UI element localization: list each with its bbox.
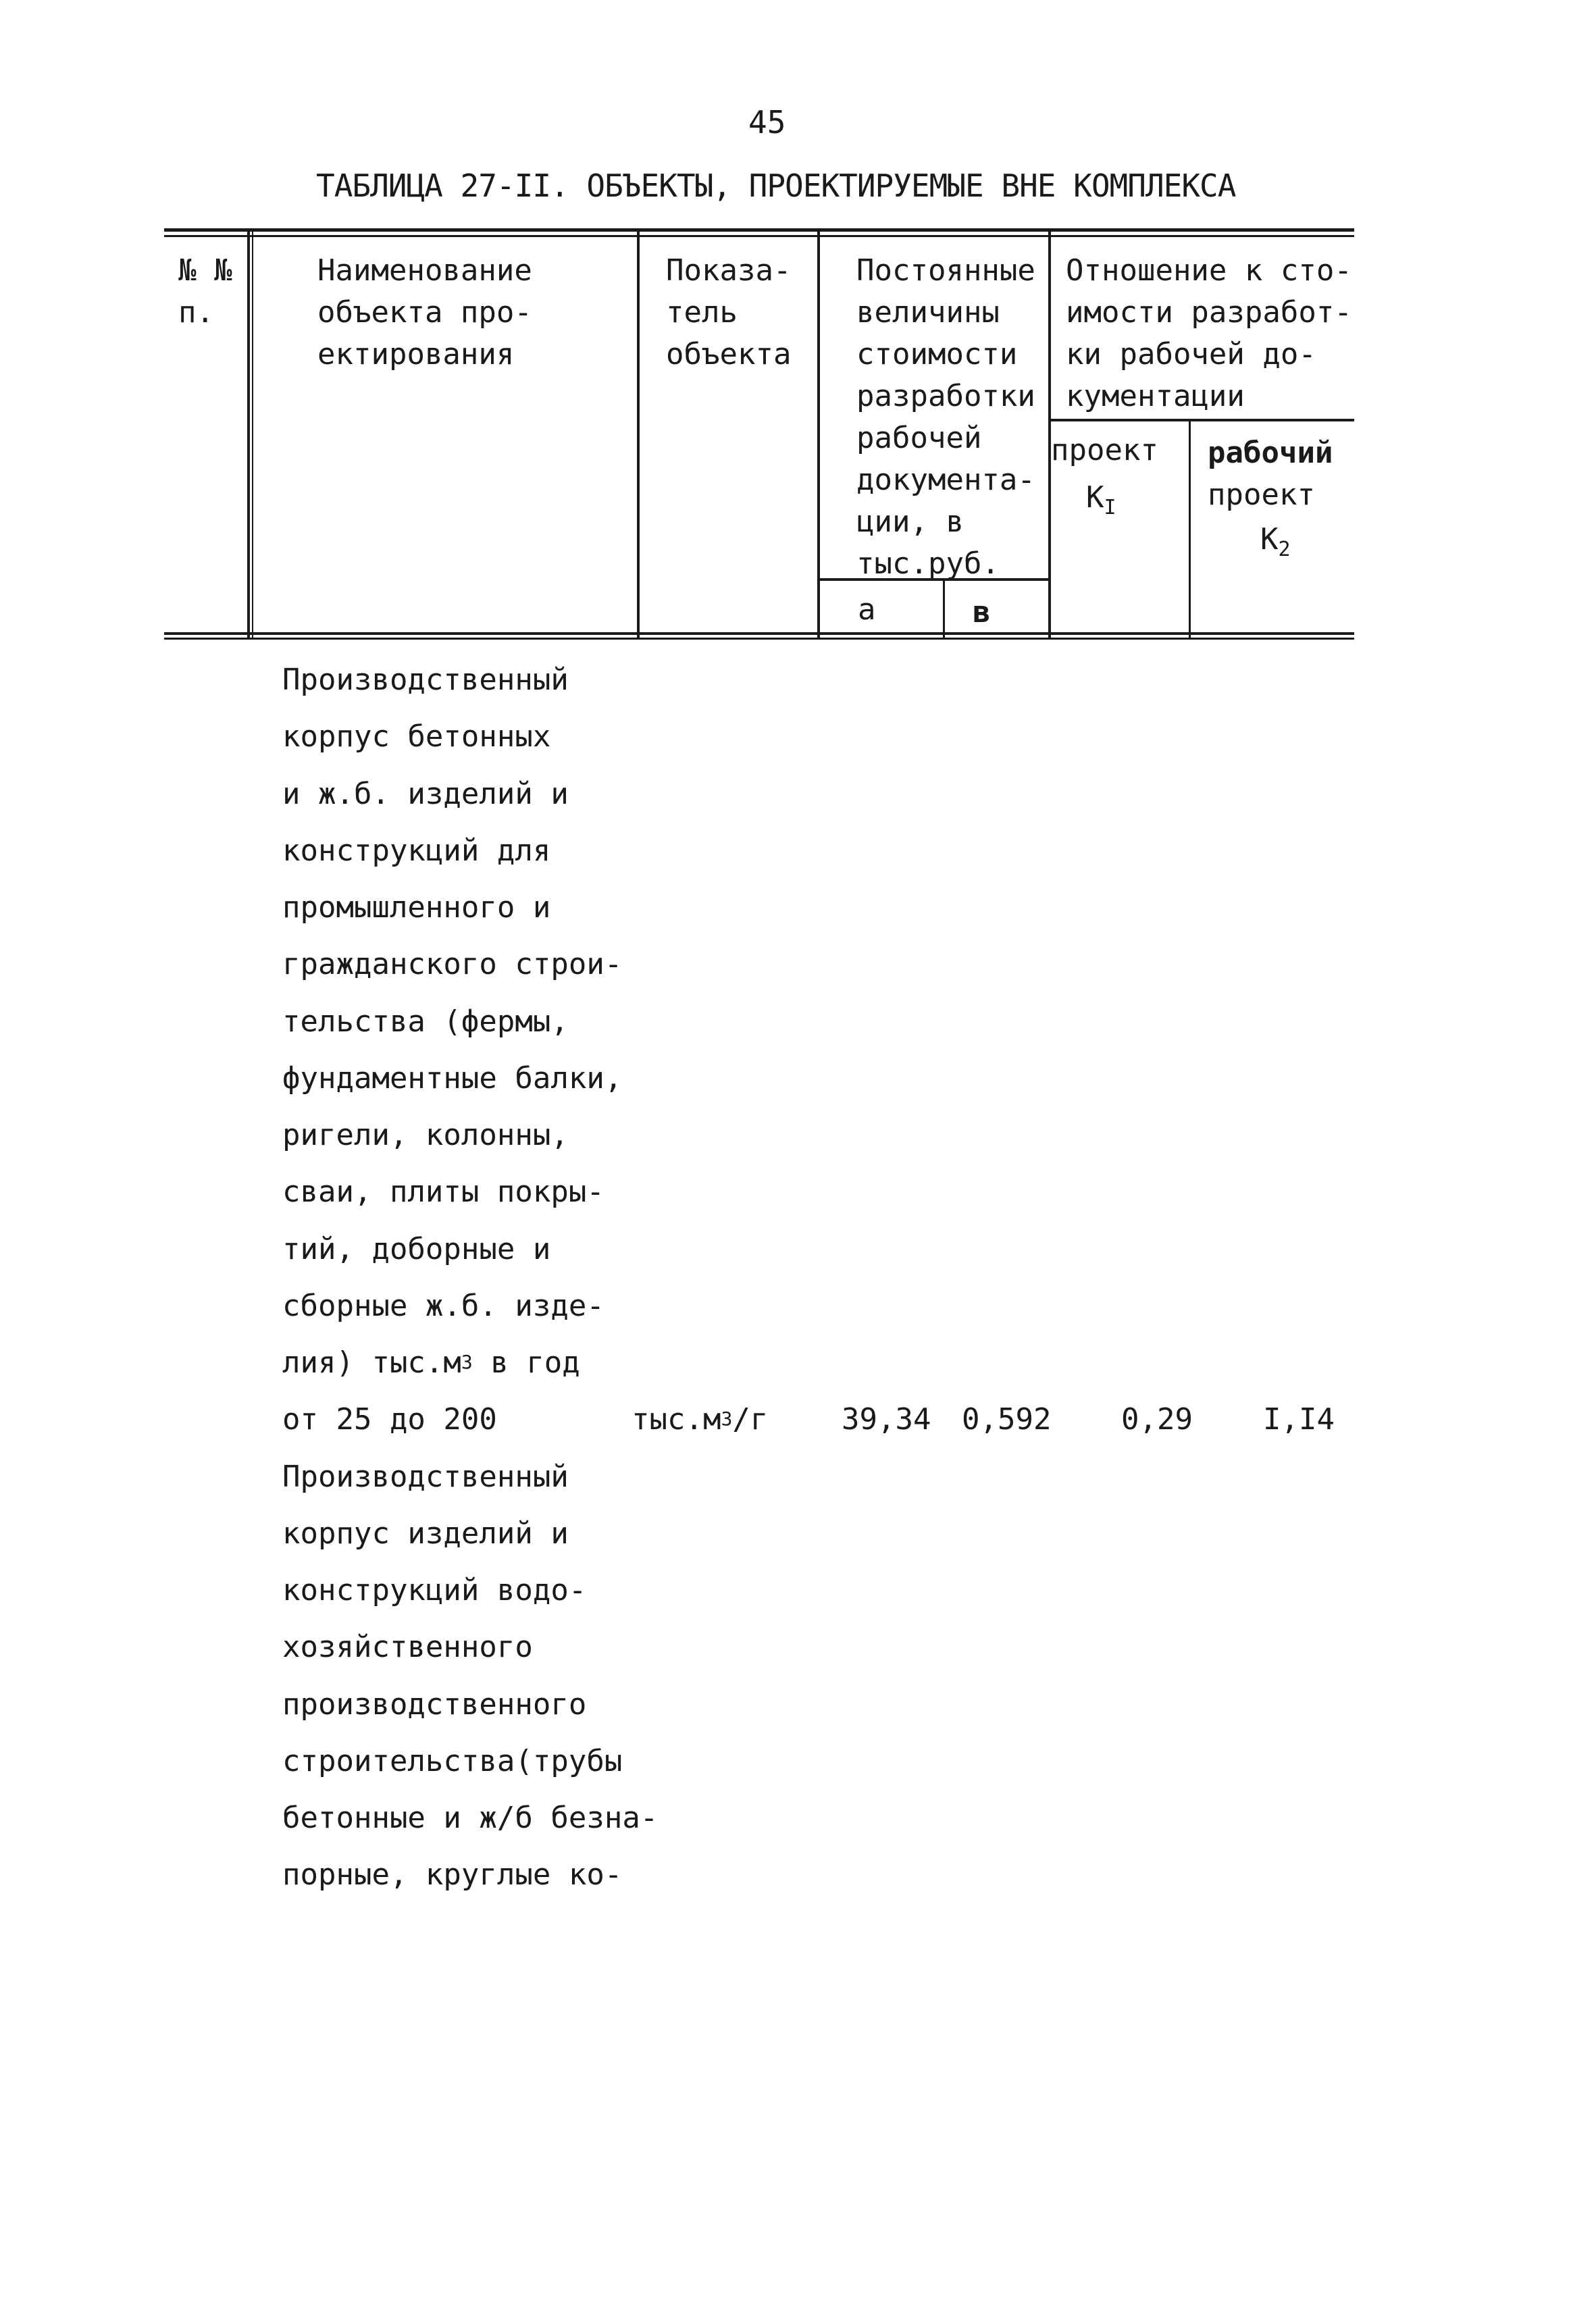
- col-number-line-1: № №: [178, 253, 232, 288]
- row1-name-line: ригели, колонны,: [282, 1118, 569, 1152]
- col-k2-symbol: [1260, 519, 1291, 564]
- col-constants-sub-b: в: [973, 595, 991, 629]
- col-number-line-2: п.: [178, 295, 214, 330]
- divider-3: [817, 228, 820, 638]
- col-constants-line-5: рабочей: [856, 421, 982, 455]
- row1-name-line: тий, доборные и: [282, 1232, 551, 1266]
- col-k2-index: 2: [1278, 538, 1291, 561]
- col-indicator-line-1: Показа-: [666, 253, 792, 288]
- header-bottom-rule-2: [164, 638, 1354, 640]
- col-k1-symbol: [1086, 477, 1116, 522]
- row2-name-line: строительства(трубы: [282, 1744, 623, 1778]
- col-constants-line-8: тыс.руб.: [856, 546, 1000, 581]
- col-constants-line-6: документа-: [856, 463, 1035, 497]
- page-number: 45: [748, 104, 786, 140]
- col-constants-line-1: Постоянные: [856, 253, 1035, 288]
- col-k1-label: проект: [1051, 433, 1158, 467]
- row1-name-line: тельства (фермы,: [282, 1004, 569, 1039]
- row1-name-line: и ж.б. изделий и: [282, 777, 569, 811]
- row1-value-k1: 0,29: [1121, 1402, 1193, 1437]
- row1-name-last-line: [282, 1342, 580, 1387]
- header-top-rule: [164, 228, 1354, 232]
- row1-name-line: фундаментные балки,: [282, 1061, 623, 1096]
- ratio-subrule: [1048, 419, 1354, 421]
- row1-name-last-sup: 3: [461, 1351, 473, 1373]
- col-ratio-line-1: Отношение к сто-: [1066, 253, 1352, 288]
- col-ratio-line-4: кументации: [1066, 379, 1245, 413]
- row1-name-line: конструкций для: [282, 833, 551, 868]
- row1-name-line: промышленного и: [282, 890, 551, 925]
- col-name-line-2: объекта про-: [317, 295, 532, 330]
- divider-ab: [943, 580, 945, 638]
- col-k1-letter: К: [1086, 480, 1104, 515]
- header-bottom-rule: [164, 632, 1354, 635]
- col-k2-label-line-1: рабочий: [1208, 436, 1333, 470]
- header-top-rule-2: [164, 235, 1354, 237]
- row1-value-b: 0,592: [962, 1402, 1052, 1437]
- col-k1-index: I: [1104, 496, 1116, 519]
- row2-name-line: бетонные и ж/б безна-: [282, 1801, 659, 1835]
- col-ratio-line-3: ки рабочей до-: [1066, 337, 1316, 371]
- row2-name-line: конструкций водо-: [282, 1573, 587, 1608]
- divider-2: [637, 228, 640, 638]
- row1-name-line: гражданского строи-: [282, 947, 623, 981]
- col-constants-line-4: разработки: [856, 379, 1035, 413]
- divider-1: [247, 228, 250, 638]
- divider-1b: [252, 228, 253, 638]
- row2-name-line: производственного: [282, 1687, 587, 1722]
- divider-5: [1189, 420, 1191, 638]
- col-name-line-3: ектирования: [317, 337, 515, 371]
- col-indicator-line-3: объекта: [666, 337, 792, 371]
- row1-indicator: [632, 1399, 768, 1444]
- row1-value-k2: I,I4: [1263, 1402, 1335, 1437]
- col-ratio-line-2: имости разработ-: [1066, 295, 1352, 330]
- row1-name-line: корпус бетонных: [282, 719, 551, 754]
- col-indicator-line-2: тель: [666, 295, 738, 330]
- row1-value-a: 39,34: [842, 1402, 931, 1437]
- col-constants-sub-a: а: [858, 592, 876, 627]
- col-name-line-1: Наименование: [317, 253, 532, 288]
- col-k2-label-line-2: проект: [1208, 478, 1315, 512]
- col-constants-line-2: величины: [856, 295, 1000, 330]
- row1-indicator-prefix: тыс.м: [632, 1402, 721, 1437]
- row1-indicator-suffix: /г: [732, 1402, 769, 1437]
- col-constants-line-3: стоимости: [856, 337, 1018, 371]
- row2-name-line: порные, круглые ко-: [282, 1857, 623, 1892]
- row2-name-line: корпус изделий и: [282, 1516, 569, 1551]
- row2-name-line: Производственный: [282, 1460, 569, 1494]
- row1-name-line: сборные ж.б. изде-: [282, 1289, 604, 1323]
- col-k2-letter: К: [1260, 522, 1279, 557]
- row1-indicator-sup: 3: [721, 1408, 733, 1430]
- table-title: ТАБЛИЦА 27-II. ОБЪЕКТЫ, ПРОЕКТИРУЕМЫЕ ВНЕ КОМПЛЕКСА: [316, 168, 1236, 204]
- row1-name-line: Производственный: [282, 663, 569, 697]
- row1-name-line: сваи, плиты покры-: [282, 1175, 604, 1209]
- row1-name-last-prefix: лия) тыс.м: [282, 1345, 461, 1380]
- row2-name-line: хозяйственного: [282, 1630, 533, 1664]
- row1-range: от 25 до 200: [282, 1402, 497, 1437]
- col-constants-line-7: ции, в: [856, 505, 964, 539]
- row1-name-last-suffix: в год: [472, 1345, 580, 1380]
